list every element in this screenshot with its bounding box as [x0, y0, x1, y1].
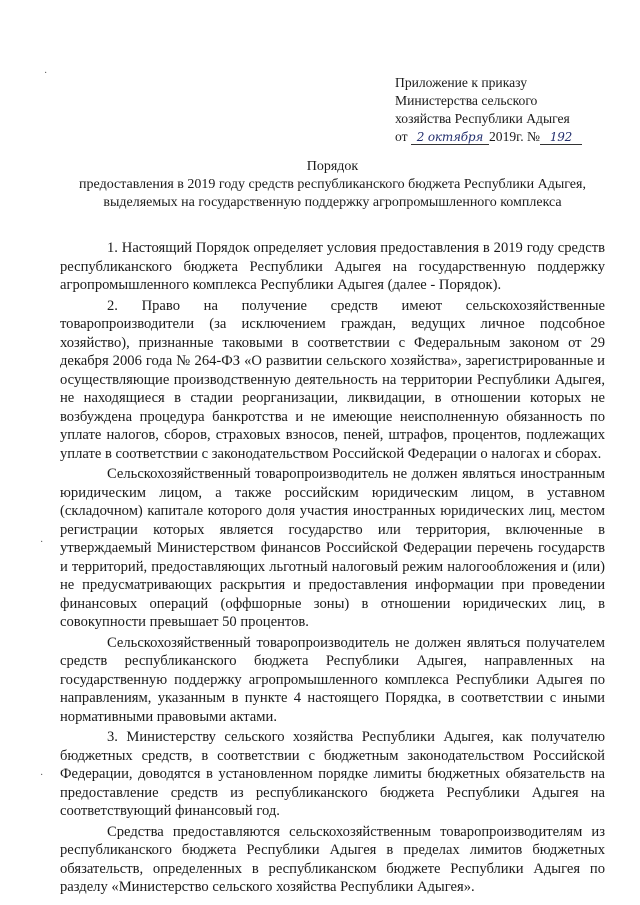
scan-speck: ·	[40, 770, 44, 781]
paragraph: Средства предоставляются сельскохозяйственным товаропроизводителям из республиканского бюджета Республики Адыгея в пределах лимитов бюджетных обязательств, определенных в республиканском бюджете Республики Адыгея по разделу «Министерство сельского хозяйства Республики Адыгея».	[60, 823, 605, 895]
document-title	[60, 158, 605, 212]
handwritten-number: 192	[540, 130, 582, 145]
from-label: от	[395, 129, 408, 144]
scan-speck: ·	[40, 537, 44, 548]
paragraph: Сельскохозяйственный товаропроизводитель не должен являться получателем средств республиканского бюджета Республики Адыгея, направленных на государственную поддержку агропромышленного комплекса Республики Адыгея по направлениям, указанным в пункте 4 настоящего Порядка, в соответствии с иными нормативными правовыми актами.	[60, 634, 605, 725]
paragraph: Сельскохозяйственный товаропроизводитель не должен являться иностранным юридическим лицом, а также российским юридическим лицом, в уставном (складочном) капитале которого доля участия иностранных юридических лиц, местом регистрации которых является государство или территория, включенные в утверждаемый Министерством финансов Российской Федерации перечень государств и территорий, предоставляющих льготный налоговый режим налогообложения и (или) не предусматривающих раскрытия и предоставления информации при проведении финансовых операций (оффшорные зоны) в отношении юридических лиц, в совокупности превышает 50 процентов.	[60, 466, 605, 630]
approval-line: Приложение к приказу	[395, 75, 528, 90]
year-number-label: 2019г. №	[488, 129, 540, 144]
document-body	[60, 239, 605, 897]
scan-speck: ·	[44, 68, 48, 79]
approval-line: Министерства сельского	[395, 93, 538, 108]
title-heading: Порядок	[306, 159, 359, 174]
approval-block	[395, 74, 615, 146]
approval-line: хозяйства Республики Адыгея	[395, 111, 570, 126]
paragraph: 1. Настоящий Порядок определяет условия предоставления в 2019 году средств республиканского бюджета Республики Адыгея на государственную поддержку агропромышленного комплекса Республики Адыгея (далее - Порядок).	[60, 240, 605, 293]
title-subtitle: предоставления в 2019 году средств республиканского бюджета Республики Адыгея, выделяемых на государственную поддержку агропромышленного комплекса	[79, 177, 586, 210]
approval-date-line	[395, 128, 615, 146]
paragraph: 2. Право на получение средств имеют сельскохозяйственные товаропроизводители (за исключением граждан, ведущих личное подсобное хозяйство), признанные таковыми в соответствии с Федеральным законом от 29 декабря 2006 года № 264-ФЗ «О развитии сельского хозяйства», зарегистрированные и осуществляющие производственную деятельность на территории Республики Адыгея, не находящиеся в стадии реорганизации, ликвидации, в отношении которых не возбуждена процедура банкротства и не имеющие неисполненную обязанность по уплате налогов, сборов, страховых взносов, пеней, штрафов, процентов, подлежащих уплате в соответствии с законодательством Российской Федерации о налогах и сборах.	[60, 297, 605, 462]
paragraph: 3. Министерству сельского хозяйства Республики Адыгея, как получателю бюджетных средств, в соответствии с бюджетным законодательством Российской Федерации, доводятся в установленном порядке лимиты бюджетных обязательств на предоставление средств из республиканского бюджета Республики Адыгея на соответствующий финансовый год.	[60, 729, 605, 819]
handwritten-date: 2 октября	[411, 130, 489, 145]
